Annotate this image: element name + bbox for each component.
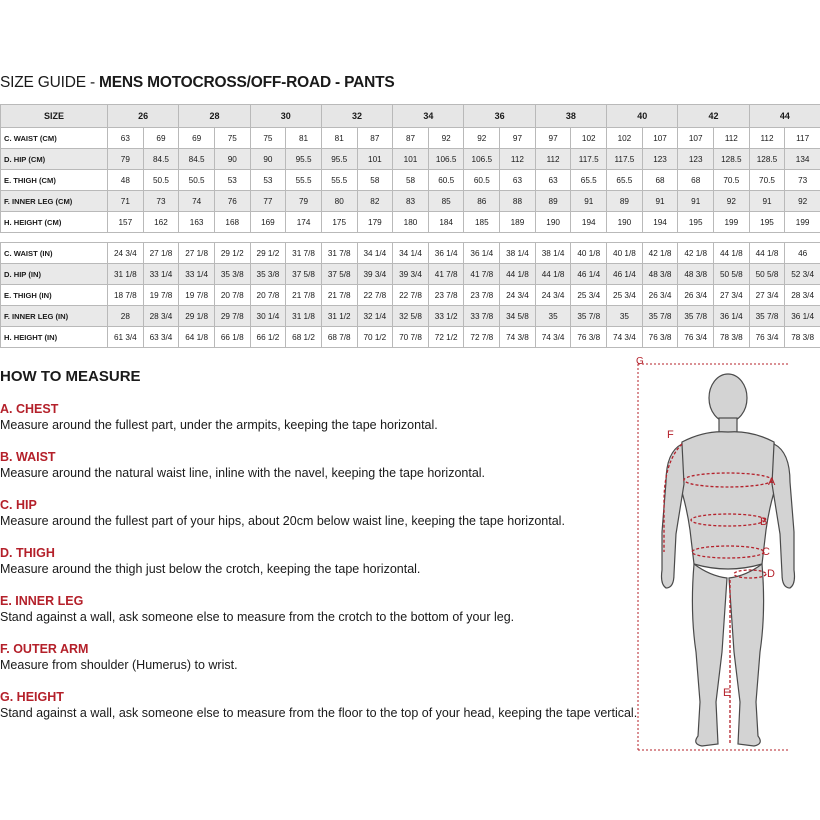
table-cell: 128.5 (714, 149, 750, 170)
table-cell: 78 3/8 (714, 327, 750, 348)
size-col-34: 34 (393, 105, 464, 128)
row-label: F. INNER LEG (CM) (1, 191, 108, 212)
table-cell: 28 3/4 (143, 306, 179, 327)
table-cell: 79 (286, 191, 322, 212)
table-cell: 72 7/8 (464, 327, 500, 348)
label-g: G (636, 356, 644, 367)
table-cell: 71 (108, 191, 144, 212)
table-cell: 199 (785, 212, 820, 233)
size-col-26: 26 (108, 105, 179, 128)
measure-item-inner-leg (0, 594, 630, 642)
table-cell: 180 (393, 212, 429, 233)
table-cell: 189 (500, 212, 536, 233)
table-cell: 112 (749, 128, 785, 149)
table-cell: 48 3/8 (678, 264, 714, 285)
measure-item-desc: Measure around the thigh just below the crotch, keeping the tape horizontal. (0, 562, 421, 576)
table-cell: 75 (250, 128, 286, 149)
table-cell: 107 (642, 128, 678, 149)
table-cell: 68 (678, 170, 714, 191)
table-cell: 29 1/2 (250, 243, 286, 264)
table-cell: 123 (678, 149, 714, 170)
table-row (1, 243, 820, 264)
table-cell: 19 7/8 (143, 285, 179, 306)
table-row (1, 128, 820, 149)
table-cell: 63 (535, 170, 571, 191)
table-cell: 44 1/8 (500, 264, 536, 285)
table-row (1, 191, 820, 212)
table-cell: 195 (749, 212, 785, 233)
table-cell: 69 (179, 128, 215, 149)
measure-item-desc: Measure from shoulder (Humerus) to wrist. (0, 658, 238, 672)
table-cell: 35 (607, 306, 643, 327)
table-cell: 42 1/8 (642, 243, 678, 264)
table-cell: 22 7/8 (393, 285, 429, 306)
table-cell: 34 1/4 (357, 243, 393, 264)
table-cell: 50 5/8 (749, 264, 785, 285)
table-cell: 35 7/8 (749, 306, 785, 327)
table-cell: 84.5 (179, 149, 215, 170)
table-cell: 27 1/8 (179, 243, 215, 264)
table-cell: 66 1/2 (250, 327, 286, 348)
table-cell: 40 1/8 (571, 243, 607, 264)
table-cell: 28 3/4 (785, 285, 820, 306)
table-cell: 50.5 (179, 170, 215, 191)
table-cell: 20 7/8 (250, 285, 286, 306)
table-cell: 97 (535, 128, 571, 149)
table-spacer-row (1, 233, 820, 243)
table-cell: 112 (535, 149, 571, 170)
table-cell: 58 (357, 170, 393, 191)
table-cell: 52 3/4 (785, 264, 820, 285)
table-cell: 40 1/8 (607, 243, 643, 264)
table-cell: 102 (607, 128, 643, 149)
table-row (1, 264, 820, 285)
table-cell: 38 1/4 (500, 243, 536, 264)
table-cell: 106.5 (464, 149, 500, 170)
row-label: H. HEIGHT (IN) (1, 327, 108, 348)
table-cell: 92 (464, 128, 500, 149)
table-cell: 74 (179, 191, 215, 212)
table-cell: 134 (785, 149, 820, 170)
table-cell: 82 (357, 191, 393, 212)
size-col-40: 40 (607, 105, 678, 128)
table-cell: 128.5 (749, 149, 785, 170)
table-cell: 44 1/8 (714, 243, 750, 264)
table-cell: 65.5 (571, 170, 607, 191)
table-row (1, 327, 820, 348)
table-cell: 90 (250, 149, 286, 170)
table-cell: 46 (785, 243, 820, 264)
table-cell: 106.5 (428, 149, 464, 170)
table-cell: 168 (214, 212, 250, 233)
table-cell: 78 3/8 (785, 327, 820, 348)
table-cell: 92 (714, 191, 750, 212)
table-cell: 31 1/8 (108, 264, 144, 285)
measure-item-title: A. CHEST (0, 402, 59, 416)
table-cell: 84.5 (143, 149, 179, 170)
table-cell: 83 (393, 191, 429, 212)
table-cell: 27 3/4 (749, 285, 785, 306)
table-cell: 68 7/8 (321, 327, 357, 348)
table-cell: 32 5/8 (393, 306, 429, 327)
label-d: D (767, 568, 775, 580)
table-cell: 36 1/4 (464, 243, 500, 264)
table-cell: 68 1/2 (286, 327, 322, 348)
row-label: C. WAIST (IN) (1, 243, 108, 264)
table-cell: 123 (642, 149, 678, 170)
measure-item-title: G. HEIGHT (0, 690, 64, 704)
table-cell: 86 (464, 191, 500, 212)
table-cell: 70.5 (714, 170, 750, 191)
table-cell: 53 (214, 170, 250, 191)
table-cell: 97 (500, 128, 536, 149)
table-row (1, 149, 820, 170)
table-cell: 41 7/8 (464, 264, 500, 285)
label-b: B (760, 516, 768, 528)
measure-instructions (0, 402, 638, 738)
table-cell: 27 1/8 (143, 243, 179, 264)
table-row (1, 285, 820, 306)
measure-item-desc: Measure around the fullest part of your hips, about 20cm below waist line, keeping the tape horizontal. (0, 514, 565, 528)
table-cell: 27 3/4 (714, 285, 750, 306)
table-cell: 184 (428, 212, 464, 233)
table-cell: 42 1/8 (678, 243, 714, 264)
table-cell: 55.5 (321, 170, 357, 191)
table-row (1, 170, 820, 191)
table-cell: 75 (214, 128, 250, 149)
body-measurement-figure (630, 352, 820, 762)
size-col-36: 36 (464, 105, 535, 128)
table-cell: 36 1/4 (428, 243, 464, 264)
measure-item-desc: Stand against a wall, ask someone else to measure from the crotch to the bottom of your leg. (0, 610, 515, 624)
table-cell: 68 (642, 170, 678, 191)
table-cell: 31 1/8 (286, 306, 322, 327)
table-cell: 35 3/8 (214, 264, 250, 285)
table-cell: 48 3/8 (642, 264, 678, 285)
human-body-icon (630, 352, 820, 762)
table-cell: 72 1/2 (428, 327, 464, 348)
table-cell: 70 7/8 (393, 327, 429, 348)
table-cell: 33 1/4 (179, 264, 215, 285)
table-cell: 25 3/4 (607, 285, 643, 306)
table-cell: 31 1/2 (321, 306, 357, 327)
table-cell: 36 1/4 (785, 306, 820, 327)
table-cell: 66 1/8 (214, 327, 250, 348)
table-cell: 26 3/4 (642, 285, 678, 306)
table-cell: 34 1/4 (393, 243, 429, 264)
table-cell: 25 3/4 (571, 285, 607, 306)
table-cell: 37 5/8 (286, 264, 322, 285)
table-cell: 33 7/8 (464, 306, 500, 327)
table-cell: 80 (321, 191, 357, 212)
table-cell: 194 (571, 212, 607, 233)
table-spacer (1, 233, 820, 243)
table-cell: 102 (571, 128, 607, 149)
table-cell: 39 3/4 (357, 264, 393, 285)
table-cell: 21 7/8 (286, 285, 322, 306)
table-cell: 35 (535, 306, 571, 327)
table-cell: 90 (214, 149, 250, 170)
table-cell: 26 3/4 (678, 285, 714, 306)
size-col-28: 28 (179, 105, 250, 128)
size-col-42: 42 (678, 105, 749, 128)
table-cell: 190 (607, 212, 643, 233)
table-cell: 64 1/8 (179, 327, 215, 348)
table-cell: 34 5/8 (500, 306, 536, 327)
table-cell: 87 (393, 128, 429, 149)
table-cell: 175 (321, 212, 357, 233)
table-cell: 29 1/2 (214, 243, 250, 264)
table-cell: 73 (785, 170, 820, 191)
table-cell: 39 3/4 (393, 264, 429, 285)
table-cell: 95.5 (286, 149, 322, 170)
table-cell: 81 (321, 128, 357, 149)
size-col-32: 32 (321, 105, 392, 128)
table-cell: 101 (357, 149, 393, 170)
row-label: C. WAIST (CM) (1, 128, 108, 149)
table-cell: 60.5 (428, 170, 464, 191)
table-cell: 53 (250, 170, 286, 191)
table-cell: 199 (714, 212, 750, 233)
table-cell: 79 (108, 149, 144, 170)
table-cell: 32 1/4 (357, 306, 393, 327)
table-cell: 33 1/2 (428, 306, 464, 327)
table-cell: 117 (785, 128, 820, 149)
size-col-38: 38 (535, 105, 606, 128)
table-cell: 76 (214, 191, 250, 212)
table-cell: 18 7/8 (108, 285, 144, 306)
table-cell: 91 (642, 191, 678, 212)
row-label: H. HEIGHT (CM) (1, 212, 108, 233)
table-cell: 195 (678, 212, 714, 233)
page-title (0, 74, 395, 92)
table-cell: 63 (500, 170, 536, 191)
label-c: C (762, 546, 770, 558)
table-cell: 37 5/8 (321, 264, 357, 285)
measure-item-thigh (0, 546, 630, 594)
table-row (1, 306, 820, 327)
table-cell: 33 1/4 (143, 264, 179, 285)
measure-item-title: F. OUTER ARM (0, 642, 89, 656)
table-cell: 91 (571, 191, 607, 212)
table-cell: 117.5 (607, 149, 643, 170)
table-cell: 55.5 (286, 170, 322, 191)
table-cell: 112 (714, 128, 750, 149)
size-header-cell: SIZE (1, 105, 108, 128)
size-col-30: 30 (250, 105, 321, 128)
table-cell: 24 3/4 (108, 243, 144, 264)
measure-item-title: C. HIP (0, 498, 37, 512)
table-cell: 73 (143, 191, 179, 212)
table-cell: 44 1/8 (535, 264, 571, 285)
table-cell: 162 (143, 212, 179, 233)
table-cell: 41 7/8 (428, 264, 464, 285)
table-cell: 35 7/8 (642, 306, 678, 327)
table-cell: 35 7/8 (678, 306, 714, 327)
table-cell: 194 (642, 212, 678, 233)
table-cell: 63 (108, 128, 144, 149)
table-cell: 50.5 (143, 170, 179, 191)
table-cell: 76 3/8 (642, 327, 678, 348)
table-cell: 85 (428, 191, 464, 212)
table-cell: 35 3/8 (250, 264, 286, 285)
table-cell: 107 (678, 128, 714, 149)
label-e: E (723, 687, 731, 699)
table-cell: 24 3/4 (500, 285, 536, 306)
table-cell: 23 7/8 (428, 285, 464, 306)
table-cell: 117.5 (571, 149, 607, 170)
table-cell: 89 (535, 191, 571, 212)
row-label: D. HIP (IN) (1, 264, 108, 285)
table-cell: 185 (464, 212, 500, 233)
table-cell: 23 7/8 (464, 285, 500, 306)
table-cell: 174 (286, 212, 322, 233)
table-cell: 92 (785, 191, 820, 212)
table-cell: 91 (678, 191, 714, 212)
table-cell: 87 (357, 128, 393, 149)
table-cell: 74 3/4 (607, 327, 643, 348)
table-cell: 76 3/4 (749, 327, 785, 348)
size-header-row (1, 105, 820, 128)
measure-item-title: D. THIGH (0, 546, 55, 560)
table-cell: 179 (357, 212, 393, 233)
table-cell: 76 3/8 (571, 327, 607, 348)
table-cell: 50 5/8 (714, 264, 750, 285)
table-cell: 88 (500, 191, 536, 212)
table-cell: 65.5 (607, 170, 643, 191)
table-cell: 24 3/4 (535, 285, 571, 306)
table-cell: 89 (607, 191, 643, 212)
table-cell: 21 7/8 (321, 285, 357, 306)
table-cell: 81 (286, 128, 322, 149)
table-cell: 92 (428, 128, 464, 149)
table-cell: 63 3/4 (143, 327, 179, 348)
table-cell: 76 3/4 (678, 327, 714, 348)
table-cell: 44 1/8 (749, 243, 785, 264)
title-prefix: SIZE GUIDE - (0, 74, 100, 91)
table-cell: 91 (749, 191, 785, 212)
measure-item-desc: Stand against a wall, ask someone else to measure from the floor to the top of your head, keeping the tape vertical. (0, 706, 638, 720)
table-cell: 157 (108, 212, 144, 233)
table-cell: 61 3/4 (108, 327, 144, 348)
table-cell: 28 (108, 306, 144, 327)
size-table (0, 104, 820, 348)
size-col-44: 44 (749, 105, 820, 128)
measure-item-desc: Measure around the fullest part, under the armpits, keeping the tape horizontal. (0, 418, 438, 432)
measure-item-desc: Measure around the natural waist line, inline with the navel, keeping the tape horizontal. (0, 466, 486, 480)
row-label: E. THIGH (CM) (1, 170, 108, 191)
table-cell: 101 (393, 149, 429, 170)
table-cell: 95.5 (321, 149, 357, 170)
table-cell: 35 7/8 (571, 306, 607, 327)
table-row (1, 212, 820, 233)
row-label: D. HIP (CM) (1, 149, 108, 170)
table-cell: 74 3/4 (535, 327, 571, 348)
measure-item-title: E. INNER LEG (0, 594, 84, 608)
table-cell: 48 (108, 170, 144, 191)
measure-item-chest (0, 402, 630, 450)
table-cell: 19 7/8 (179, 285, 215, 306)
table-cell: 190 (535, 212, 571, 233)
table-cell: 77 (250, 191, 286, 212)
table-cell: 30 1/4 (250, 306, 286, 327)
label-f: F (667, 429, 674, 441)
measure-item-outer-arm (0, 642, 630, 690)
table-cell: 46 1/4 (571, 264, 607, 285)
table-cell: 38 1/4 (535, 243, 571, 264)
label-a: A (768, 476, 776, 488)
table-cell: 163 (179, 212, 215, 233)
measure-item-title: B. WAIST (0, 450, 56, 464)
table-cell: 70 1/2 (357, 327, 393, 348)
table-cell: 58 (393, 170, 429, 191)
table-cell: 29 1/8 (179, 306, 215, 327)
measure-item-height (0, 690, 638, 738)
table-cell: 36 1/4 (714, 306, 750, 327)
row-label: F. INNER LEG (IN) (1, 306, 108, 327)
table-cell: 70.5 (749, 170, 785, 191)
measure-item-hip (0, 498, 630, 546)
table-cell: 112 (500, 149, 536, 170)
title-main: MENS MOTOCROSS/OFF-ROAD - PANTS (99, 74, 395, 91)
how-to-measure-heading: HOW TO MEASURE (0, 368, 141, 385)
table-cell: 169 (250, 212, 286, 233)
table-cell: 74 3/8 (500, 327, 536, 348)
measure-item-waist (0, 450, 630, 498)
table-cell: 69 (143, 128, 179, 149)
table-cell: 31 7/8 (286, 243, 322, 264)
table-cell: 20 7/8 (214, 285, 250, 306)
table-cell: 46 1/4 (607, 264, 643, 285)
table-cell: 31 7/8 (321, 243, 357, 264)
table-cell: 60.5 (464, 170, 500, 191)
table-cell: 22 7/8 (357, 285, 393, 306)
row-label: E. THIGH (IN) (1, 285, 108, 306)
table-cell: 29 7/8 (214, 306, 250, 327)
